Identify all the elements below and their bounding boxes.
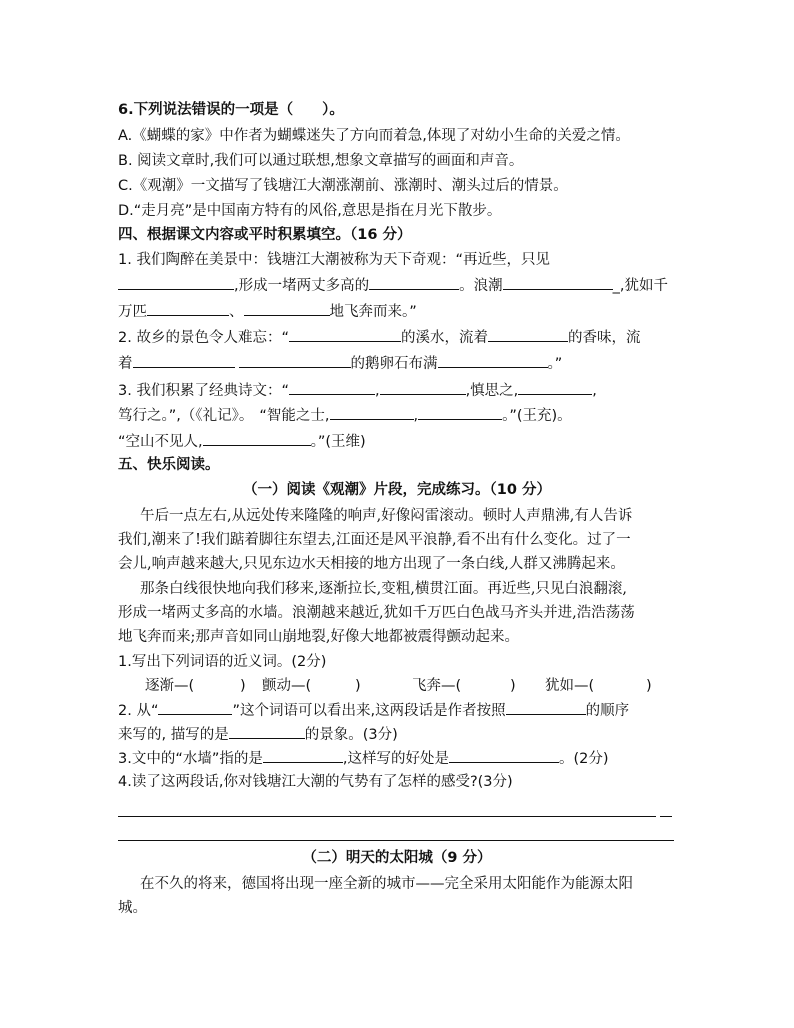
- text: 着: [118, 356, 133, 372]
- blank[interactable]: [418, 405, 502, 420]
- s4-q3-line1: [118, 380, 597, 401]
- blank[interactable]: [449, 748, 559, 763]
- text: 万匹: [118, 304, 147, 320]
- text: 的顺序: [585, 703, 630, 719]
- section5-title: 五、快乐阅读。: [118, 457, 220, 473]
- text: 3. 我们积累了经典诗文：“: [118, 383, 289, 399]
- text: ,形成一堵两丈多高的: [234, 278, 370, 294]
- blank[interactable]: [488, 327, 568, 342]
- passage2-line1: 那条白线很快地向我们移来,逐渐拉长,变粗,横贯江面。再近些,只见白浪翻滚,: [140, 581, 628, 597]
- s4-q3-line3: [118, 431, 366, 452]
- blank[interactable]: [133, 353, 235, 368]
- blank[interactable]: [438, 353, 548, 368]
- text: ,: [592, 383, 597, 399]
- text: 地飞奔而来。”: [329, 304, 417, 320]
- q6-stem: 6.下列说法错误的一项是（ ）。: [118, 102, 344, 118]
- blank[interactable]: [158, 700, 232, 715]
- blank[interactable]: [263, 748, 343, 763]
- answer-line[interactable]: [118, 816, 656, 817]
- passage2-line3: 地飞奔而来;那声音如同山崩地裂,好像大地都被震得颤动起来。: [118, 629, 519, 645]
- q6-option-d: D.“走月亮”是中国南方特有的风俗,意思是指在月光下散步。: [118, 203, 502, 219]
- text: 来写的, 描写的是: [118, 727, 229, 743]
- blank[interactable]: [244, 301, 330, 316]
- section4-title: 四、根据课文内容或平时积累填空。（16 分）: [118, 227, 412, 243]
- q6-option-b: B. 阅读文章时,我们可以通过联想,想象文章描写的画面和声音。: [118, 153, 524, 169]
- s4-q2-line1: [118, 327, 640, 348]
- ex3-line: [118, 748, 609, 769]
- ex1-word-1: 逐渐—(: [145, 678, 195, 694]
- text: 笃行之。”,（《礼记》。: [118, 408, 254, 424]
- ex1-word-3: 飞奔—(: [412, 678, 462, 694]
- ex1-stem: 1.写出下列词语的近义词。(2分): [118, 654, 327, 670]
- blank[interactable]: [147, 301, 229, 316]
- ex4-stem: 4.读了这两段话,你对钱塘江大潮的气势有了怎样的感受?(3分): [118, 774, 513, 790]
- text: 、: [229, 304, 244, 320]
- q6-option-c: C.《观潮》一文描写了钱塘江大潮涨潮前、涨潮时、潮头过后的情景。: [118, 178, 568, 194]
- blank[interactable]: [506, 700, 586, 715]
- text: 2. 从“: [118, 703, 159, 719]
- part1-title: （一）阅读《观潮》片段，完成练习。（10 分）: [243, 482, 551, 498]
- text: 3.文中的“水墙”指的是: [118, 751, 263, 767]
- answer-line[interactable]: [118, 840, 674, 841]
- text: ”这个词语可以看出来,这两段话是作者按照: [232, 703, 506, 719]
- text: 。”: [547, 356, 563, 372]
- blank[interactable]: [330, 405, 414, 420]
- text: 的景象。(3分): [304, 727, 398, 743]
- text: 的香味，流: [567, 330, 641, 346]
- text: ,: [413, 408, 419, 424]
- s4-q3-line2: [118, 405, 572, 426]
- ex2-line1: [118, 700, 629, 721]
- text: 。(2分): [558, 751, 609, 767]
- s4-q1-line3: [118, 301, 417, 322]
- blank[interactable]: [503, 275, 613, 290]
- ex1-word-2: 颤动—(: [262, 678, 312, 694]
- s4-q1-line1: 1. 我们陶醉在美景中：钱塘江大潮被称为天下奇观：“再近些，只见: [118, 252, 550, 268]
- passage1-line3: 会儿,响声越来越大,只见东边水天相接的地方出现了一条白线,人群又沸腾起来。: [118, 556, 625, 572]
- text: 的鹅卵石布满: [350, 356, 438, 372]
- ex1-word-4-close: ): [646, 678, 652, 694]
- text: 2. 故乡的景色令人难忘：“: [118, 330, 289, 346]
- ex1-word-4: 犹如—(: [545, 678, 595, 694]
- text: 。”(王充)。: [502, 408, 572, 424]
- q6-option-a: A.《蝴蝶的家》中作者为蝴蝶迷失了方向而着急,体现了对幼小生命的关爱之情。: [118, 128, 630, 144]
- part2-title: （二）明天的太阳城（9 分）: [302, 850, 492, 866]
- blank[interactable]: [518, 380, 592, 395]
- text: ,慎思之,: [465, 383, 519, 399]
- ex2-line2: [118, 724, 398, 745]
- blank[interactable]: [229, 724, 305, 739]
- ex1-word-1-close: ): [240, 678, 246, 694]
- text: _,犹如千: [612, 278, 668, 294]
- text: 。”(王维): [310, 434, 366, 450]
- passage1-line2: 我们,潮来了!我们踮着脚往东望去,江面还是风平浪静,看不出有什么变化。过了一: [118, 532, 631, 548]
- passage3-line1: 在不久的将来，德国将出现一座全新的城市——完全采用太阳能作为能源太阳: [140, 876, 633, 892]
- passage2-line2: 形成一堵两丈多高的水墙。浪潮越来越近,犹如千万匹白色战马齐头并进,浩浩荡荡: [118, 605, 635, 621]
- text: ,: [374, 383, 380, 399]
- text: 的溪水，流着: [400, 330, 488, 346]
- text: “空山不见人,: [118, 434, 203, 450]
- ex1-word-2-close: ): [355, 678, 361, 694]
- text: “智能之士,: [259, 408, 330, 424]
- blank[interactable]: [239, 353, 351, 368]
- passage3-line2: 城。: [118, 900, 147, 916]
- blank[interactable]: [369, 275, 459, 290]
- text: ,这样写的好处是: [342, 751, 449, 767]
- passage1-line1: 午后一点左右,从远处传来隆隆的响声,好像闷雷滚动。顿时人声鼎沸,有人告诉: [140, 508, 633, 524]
- blank[interactable]: [289, 327, 401, 342]
- blank[interactable]: [380, 380, 466, 395]
- blank[interactable]: [118, 275, 234, 290]
- blank[interactable]: [203, 431, 311, 446]
- text: 。浪潮: [459, 278, 503, 294]
- s4-q2-line2: [118, 353, 562, 374]
- s4-q1-line2: [118, 275, 668, 296]
- blank[interactable]: [289, 380, 375, 395]
- answer-line[interactable]: [660, 816, 672, 817]
- ex1-word-3-close: ): [510, 678, 516, 694]
